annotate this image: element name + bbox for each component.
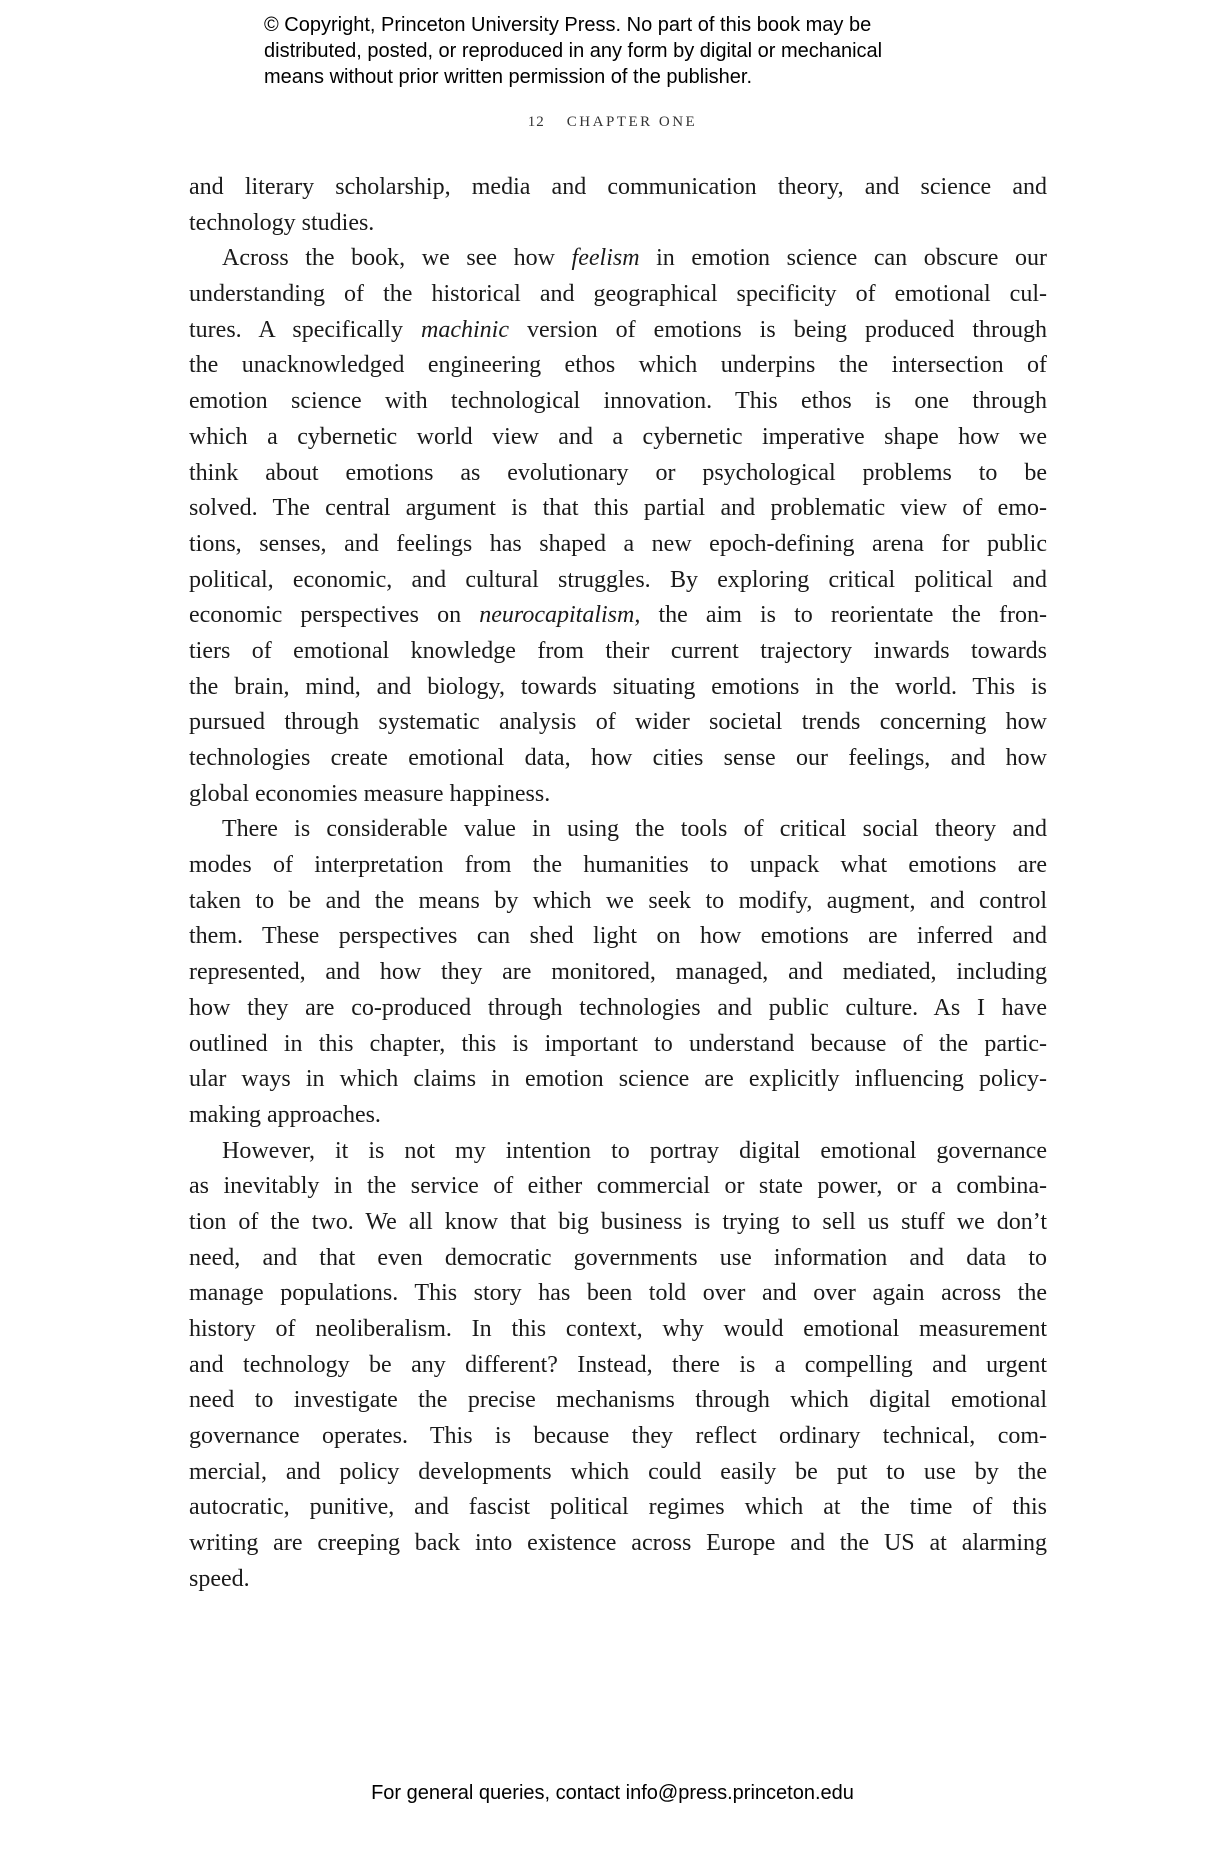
text-span: need to investigate the precise mechanisms through which digital emotional bbox=[189, 1387, 1047, 1414]
text-span: tion of the two. We all know that big business is trying to sell us stuff we don’t bbox=[189, 1208, 1047, 1235]
text-line bbox=[189, 456, 1047, 492]
text-line bbox=[189, 170, 1047, 206]
text-span: tions, senses, and feelings has shaped a new epoch-defining arena for public bbox=[189, 530, 1047, 557]
text-span: taken to be and the means by which we seek to modify, augment, and control bbox=[189, 887, 1047, 914]
text-line bbox=[189, 1490, 1047, 1526]
copyright-line: © Copyright, Princeton University Press. No part of this book may be bbox=[264, 14, 872, 36]
text-line bbox=[189, 313, 1047, 349]
text-line bbox=[189, 991, 1047, 1027]
text-line bbox=[189, 277, 1047, 313]
text-line bbox=[189, 1383, 1047, 1419]
text-span: speed. bbox=[189, 1565, 250, 1592]
text-line bbox=[189, 1419, 1047, 1455]
text-span: However, it is not my intention to portray digital emotional governance bbox=[222, 1137, 1047, 1164]
copyright-line: means without prior written permission of the publisher. bbox=[264, 66, 753, 88]
text-span: understanding of the historical and geographical specificity of emotional cul- bbox=[189, 281, 1047, 308]
text-line bbox=[189, 634, 1047, 670]
text-line bbox=[189, 777, 1047, 813]
text-line bbox=[189, 741, 1047, 777]
text-span: how they are co-produced through technologies and public culture. As I have bbox=[189, 994, 1047, 1021]
text-span: version of emotions is being produced through bbox=[508, 316, 1047, 343]
text-span: technologies create emotional data, how cities sense our feelings, and how bbox=[189, 745, 1047, 771]
text-span: economic perspectives on bbox=[189, 602, 480, 629]
text-span: making approaches. bbox=[189, 1101, 381, 1128]
paragraph bbox=[189, 241, 1047, 812]
page-number: 12 bbox=[527, 114, 545, 130]
copyright-line: distributed, posted, or reproduced in any form by digital or mechanical bbox=[264, 40, 883, 62]
text-span: represented, and how they are monitored, managed, and mediated, including bbox=[189, 959, 1047, 986]
text-span: Across the book, we see how bbox=[222, 245, 572, 272]
text-line bbox=[189, 1312, 1047, 1348]
text-line bbox=[189, 563, 1047, 599]
paragraph bbox=[189, 812, 1047, 1133]
text-line bbox=[189, 1027, 1047, 1063]
text-span: as inevitably in the service of either commercial or state power, or a combina- bbox=[189, 1173, 1047, 1200]
paragraph bbox=[189, 1134, 1047, 1598]
text-line bbox=[189, 491, 1047, 527]
text-span: ular ways in which claims in emotion science are explicitly influencing policy- bbox=[189, 1066, 1047, 1093]
text-line bbox=[189, 420, 1047, 456]
italic-term: feelism bbox=[571, 245, 640, 272]
text-span: pursued through systematic analysis of wider societal trends concerning how bbox=[189, 709, 1047, 736]
text-span: need, and that even democratic governments use information and data to bbox=[189, 1244, 1047, 1271]
text-span: manage populations. This story has been told over and over again across the bbox=[189, 1280, 1047, 1307]
text-span: which a cybernetic world view and a cybernetic imperative shape how we bbox=[189, 423, 1047, 450]
text-span: political, economic, and cultural struggles. By exploring critical political and bbox=[189, 566, 1047, 593]
text-span: global economies measure happiness. bbox=[189, 780, 551, 807]
chapter-title: CHAPTER ONE bbox=[566, 114, 698, 130]
italic-term: machinic bbox=[421, 316, 509, 343]
body-text bbox=[189, 170, 1047, 1598]
text-line bbox=[189, 384, 1047, 420]
text-line bbox=[189, 1241, 1047, 1277]
text-span: technology studies. bbox=[189, 209, 375, 236]
text-line bbox=[189, 1348, 1047, 1384]
text-line bbox=[189, 527, 1047, 563]
text-line bbox=[189, 598, 1047, 634]
text-span: outlined in this chapter, this is important to understand because of the partic- bbox=[189, 1030, 1047, 1057]
text-span: them. These perspectives can shed light on how emotions are inferred and bbox=[189, 923, 1047, 950]
text-line bbox=[189, 1276, 1047, 1312]
text-span: the unacknowledged engineering ethos which underpins the intersection of bbox=[189, 352, 1047, 379]
text-span: writing are creeping back into existence across Europe and the US at alarming bbox=[189, 1530, 1047, 1557]
text-line bbox=[189, 206, 1047, 242]
text-line bbox=[189, 348, 1047, 384]
text-line bbox=[189, 1562, 1047, 1598]
text-line bbox=[189, 955, 1047, 991]
text-line bbox=[189, 1169, 1047, 1205]
running-head bbox=[0, 114, 1225, 131]
text-span: governance operates. This is because they reflect ordinary technical, com- bbox=[189, 1423, 1047, 1450]
text-line bbox=[189, 1098, 1047, 1134]
text-span: modes of interpretation from the humanities to unpack what emotions are bbox=[189, 852, 1047, 879]
text-span: think about emotions as evolutionary or psychological problems to be bbox=[189, 459, 1047, 486]
text-line bbox=[189, 812, 1047, 848]
text-line bbox=[189, 1205, 1047, 1241]
text-line bbox=[189, 1134, 1047, 1170]
text-line bbox=[189, 919, 1047, 955]
text-span: There is considerable value in using the tools of critical social theory and bbox=[222, 816, 1047, 843]
text-span: mercial, and policy developments which could easily be put to use by the bbox=[189, 1458, 1047, 1485]
text-line bbox=[189, 1062, 1047, 1098]
text-line bbox=[189, 670, 1047, 706]
text-span: the aim is to reorientate the fron- bbox=[640, 602, 1047, 629]
text-span: tures. A specifically bbox=[189, 316, 421, 343]
text-line bbox=[189, 1526, 1047, 1562]
text-span: the brain, mind, and biology, towards situating emotions in the world. This is bbox=[189, 673, 1047, 700]
text-line bbox=[189, 848, 1047, 884]
text-span: emotion science with technological innovation. This ethos is one through bbox=[189, 388, 1047, 415]
text-span: solved. The central argument is that this partial and problematic view of emo- bbox=[189, 495, 1047, 522]
footer-contact: For general queries, contact info@press.princeton.edu bbox=[371, 1782, 854, 1804]
italic-term: neurocapitalism, bbox=[479, 602, 641, 629]
text-line bbox=[189, 884, 1047, 920]
text-line bbox=[189, 241, 1047, 277]
copyright-notice bbox=[264, 12, 882, 90]
text-span: and literary scholarship, media and communication theory, and science and bbox=[189, 174, 1047, 200]
text-span: history of neoliberalism. In this context, why would emotional measurement bbox=[189, 1316, 1047, 1342]
text-line bbox=[189, 1455, 1047, 1491]
text-span: and technology be any different? Instead, there is a compelling and urgent bbox=[189, 1351, 1047, 1378]
text-span: tiers of emotional knowledge from their current trajectory inwards towards bbox=[189, 637, 1047, 664]
text-span: autocratic, punitive, and fascist political regimes which at the time of this bbox=[189, 1494, 1047, 1521]
text-span: in emotion science can obscure our bbox=[639, 245, 1048, 272]
paragraph bbox=[189, 170, 1047, 241]
text-line bbox=[189, 705, 1047, 741]
